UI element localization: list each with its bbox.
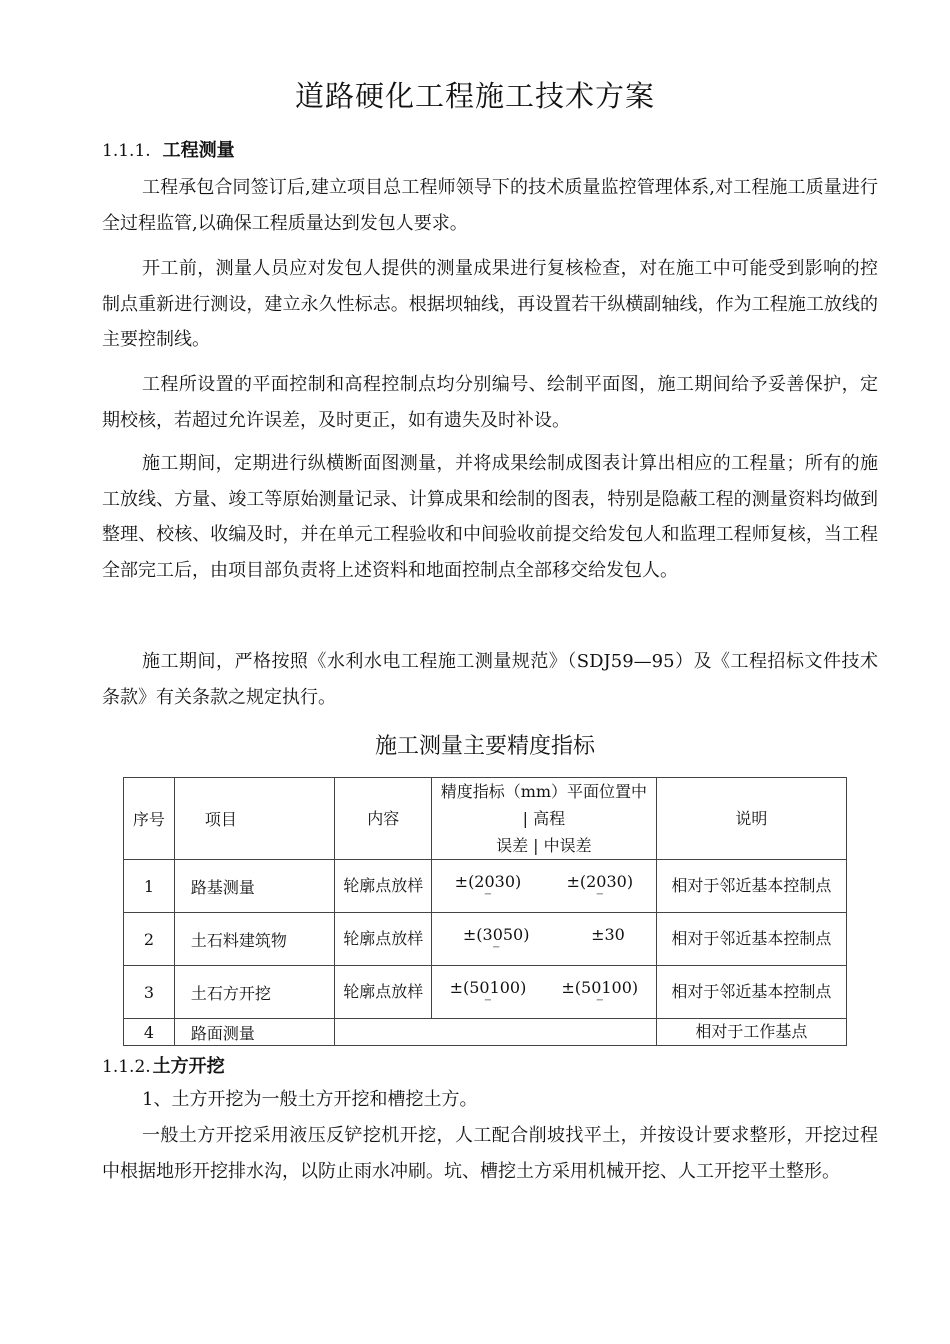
header-precision-line2: | 高程 [522, 809, 566, 828]
paragraph: 工程所设置的平面控制和高程控制点均分别编号、绘制平面图，施工期间给予妥善保护，定期校核，若超过允许误差，及时更正，如有遗失及时补设。 [102, 374, 878, 431]
section-1-heading: 工程测量 [162, 140, 235, 161]
section-1-number: 1.1.1. [102, 141, 151, 161]
height-error: ±(2030) − [566, 872, 634, 900]
row-note: 相对于邻近基本控制点 [656, 860, 846, 913]
table-header-row [124, 778, 847, 860]
paragraph: 一般土方开挖采用液压反铲挖机开挖，人工配合削坡找平土，并按设计要求整形，开挖过程中根据地形开挖排水沟，以防止雨水冲刷。坑、槽挖土方采用机械开挖、人工开挖平土整形。 [102, 1125, 878, 1182]
paragraph: 开工前，测量人员应对发包人提供的测量成果进行复核检查，对在施工中可能受到影响的控制点重新进行测设，建立永久性标志。根据坝轴线，再设置若干纵横副轴线，作为工程施工放线的主要控制线。 [102, 258, 878, 350]
section-2-heading: 土方开挖 [152, 1056, 225, 1077]
section-1-header [102, 136, 235, 162]
row-item: 路面测量 [174, 1019, 335, 1046]
header-content: 内容 [335, 778, 432, 860]
header-note: 说明 [656, 778, 846, 860]
row-note: 相对于邻近基本控制点 [656, 913, 846, 966]
row-item: 土石方开挖 [174, 966, 335, 1019]
paragraph: 施工期间，定期进行纵横断面图测量，并将成果绘制成图表计算出相应的工程量；所有的施工放线、方量、竣工等原始测量记录、计算成果和绘制的图表，特别是隐蔽工程的测量资料均做到整理、校核、收编及时，并在单元工程验收和中间验收前提交给发包人和监理工程师复核，当工程全部完工后，由项目部负责将上述资料和地面控制点全部移交给发包人。 [102, 453, 878, 581]
paragraph: 工程承包合同签订后,建立项目总工程师领导下的技术质量监控管理体系,对工程施工质量进行全过程监管,以确保工程质量达到发包人要求。 [102, 177, 878, 234]
row-note: 相对于邻近基本控制点 [656, 966, 846, 1019]
height-error: ±30 [591, 925, 625, 944]
row-item: 土石料建筑物 [174, 913, 335, 966]
row-note: 相对于工作基点 [656, 1019, 846, 1046]
row-no: 3 [124, 966, 175, 1019]
table-caption: 施工测量主要精度指标 [374, 734, 595, 759]
paragraph: 1、土方开挖为一般土方开挖和槽挖土方。 [142, 1089, 478, 1110]
row-no: 2 [124, 913, 175, 966]
row-precision [432, 913, 657, 966]
header-no: 序号 [124, 778, 175, 860]
section-2-number: 1.1.2. [102, 1057, 151, 1077]
header-precision-line1: 精度指标（mm）平面位置中 [440, 782, 648, 801]
table-row [124, 860, 847, 913]
table-row [124, 1019, 847, 1046]
plane-error: ±(3050) − [462, 925, 530, 953]
plane-error: ±(50100) − [449, 978, 527, 1006]
row-no: 4 [124, 1019, 175, 1046]
plane-error: ±(2030) − [454, 872, 522, 900]
paragraph: 施工期间，严格按照《水利水电工程施工测量规范》（SDJ59—95）及《工程招标文件技术条款》有关条款之规定执行。 [102, 651, 878, 708]
header-item: 项目 [174, 778, 335, 860]
document-title: 道路硬化工程施工技术方案 [294, 79, 655, 113]
row-content: 轮廓点放样 [335, 860, 432, 913]
row-content-empty [335, 1019, 656, 1046]
row-item: 路基测量 [174, 860, 335, 913]
precision-table [123, 777, 847, 1046]
row-content: 轮廓点放样 [335, 966, 432, 1019]
table-row [124, 913, 847, 966]
header-precision [432, 778, 657, 860]
table-row [124, 966, 847, 1019]
row-content: 轮廓点放样 [335, 913, 432, 966]
header-precision-line3: 误差 | 中误差 [496, 836, 592, 855]
row-precision [432, 966, 657, 1019]
height-error: ±(50100) − [561, 978, 639, 1006]
row-no: 1 [124, 860, 175, 913]
section-2-header [102, 1052, 225, 1078]
row-precision [432, 860, 657, 913]
